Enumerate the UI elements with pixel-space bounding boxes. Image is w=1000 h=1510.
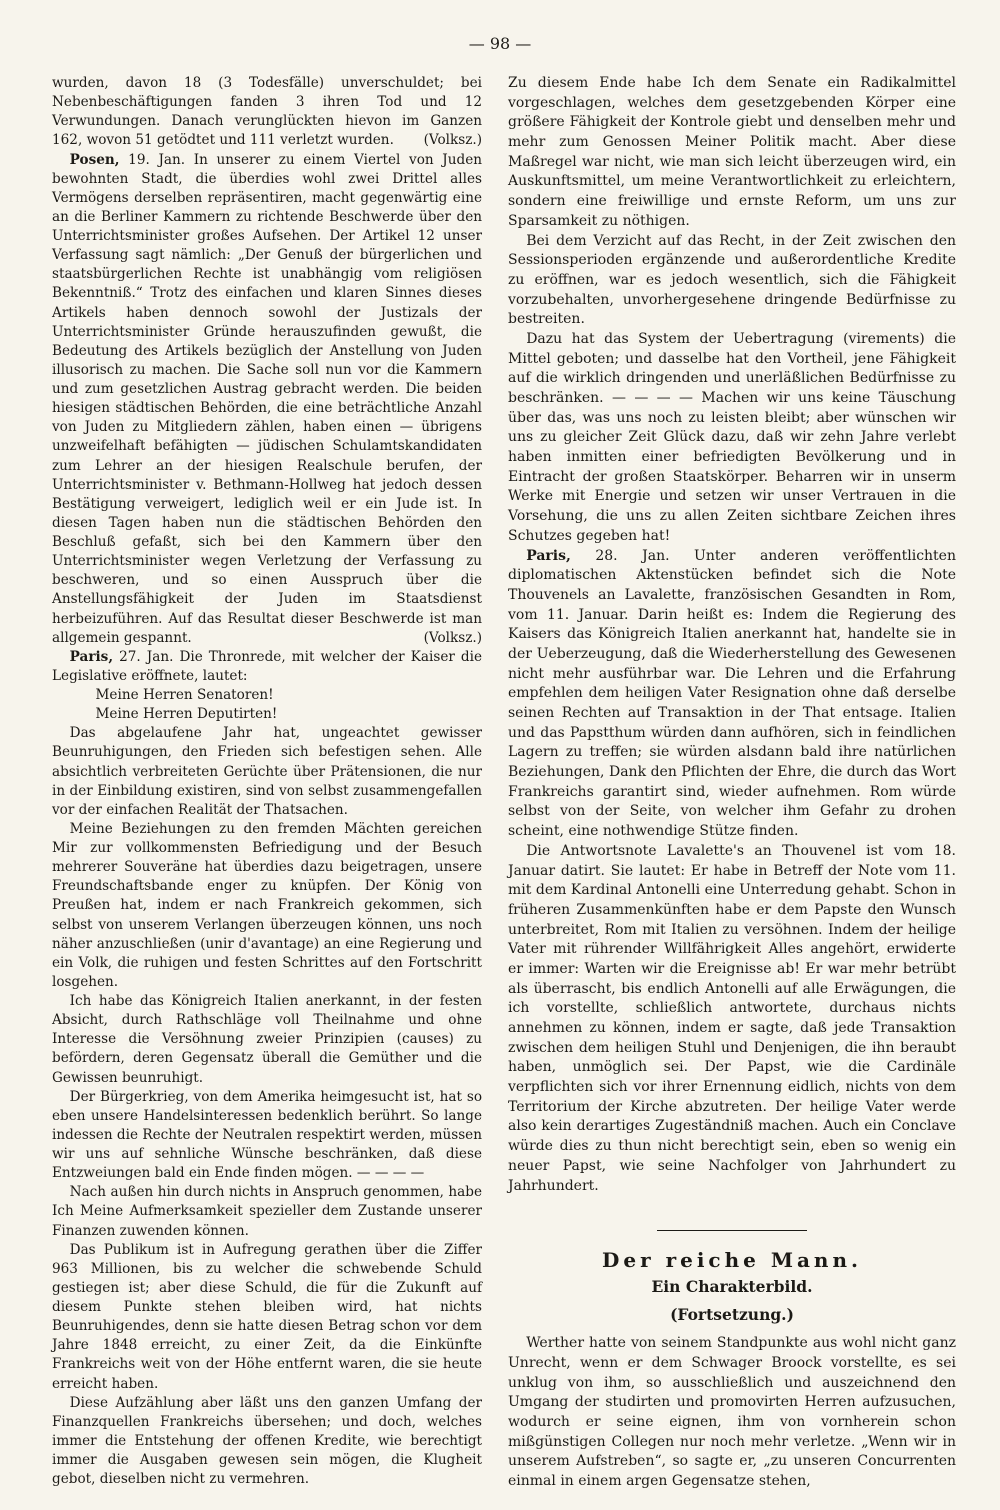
article-paragraph: Die Antwortsnote Lavalette's an Thouvenel ist vom 18. Januar datirt. Sie lautet: Er habe in Betreff der Note vom 11. mit dem Kardinal Antonelli eine Unterredung gehabt. Schon in früheren Zusammenkünften habe er dem Papste den Wunsch unterbreitet, Rom mit Italien zu versöhnen. Indem der heilige Vater mit rührender Willfährigkeit Alles angehört, erwiderte er immer: Warten wir die Ereignisse ab! Er war mehr betrübt als überrascht, bis endlich Antonelli auf alle Erwägungen, die ich vorstellte, schließlich antwortete, durchaus nichts annehmen zu können, indem er sagte, daß jede Transaktion zwischen dem heiligen Stuhl und Denjenigen, die ihn beraubt haben, unmöglich sei. Der Papst, wie die Cardinäle verpflichten sich vor ihrer Ernennung eidlich, nichts von dem Territorium der Kirche abzutreten. Der heilige Vater werde also kein derartiges Zugeständniß machen. Auch ein Conclave würde dies zu thun nicht berechtigt sein, eben so wenig ein neuer Papst, wie seine Nachfolger von Jahrhundert zu Jahrhundert. <box>508 842 956 1194</box>
article-paragraph: Das Publikum ist in Aufregung gerathen über die Ziffer 963 Millionen, bis zu welcher die schwebende Schuld gestiegen ist; aber diese Schuld, die für die Zukunft auf diesem Punkte stehen bleiben wird, hat nichts Beunruhigendes, denn sie hatte diesen Betrag schon vor dem Jahre 1848 erreicht, zu einer Zeit, da die Einkünfte Frankreichs weit von der Höhe entfernt waren, die sie heute erreicht haben. <box>52 1241 482 1392</box>
salutation: Meine Herren Deputirten! <box>95 706 278 723</box>
paragraph-text: 27. Jan. Die Thronrede, mit welcher der Kaiser die Legislative eröffnete, lautet: <box>52 648 482 684</box>
source-citation: (Volksz.) <box>423 629 482 646</box>
article-paris-27 <box>52 648 482 686</box>
article-paragraph: Bei dem Verzicht auf das Recht, in der Zeit zwischen den Sessionsperioden ergänzende und außerordentliche Kredite zu eröffnen, war es jedoch wesentlich, sich die Fähigkeit vorzubehalten, unvorhergesehene dringende Bedürfnisse zu bestreiten. <box>508 232 956 328</box>
article-paragraph: Diese Aufzählung aber läßt uns den ganzen Umfang der Finanzquellen Frankreichs übersehen; und doch, welches immer die Entstehung der offenen Kredite, wie berechtigt immer die Ausgaben gewesen sein mögen, die Klugheit gebot, dieselben nicht zu vermehren. <box>52 1394 482 1488</box>
story-subtitle: Ein Charakterbild. <box>651 1276 813 1296</box>
left-column <box>52 74 482 1489</box>
article-paragraph: Dazu hat das System der Uebertragung (virements) die Mittel geboten; und dasselbe hat den Vortheil, jene Fähigkeit auf die wirklich dringenden und unerläßlichen Bedürfnisse zu beschränken. — — — — Machen wir uns keine Täuschung über das, was uns noch zu leisten bleibt; aber wünschen wir uns zu gleicher Zeit Glück dazu, daß wir zehn Jahre verlebt haben inmitten einer befriedigten Bevölkerung und in Eintracht der großen Staatskörper. Beharren wir in unserm Werke mit Energie und setzen wir unser Vertrauen in die Vorsehung, die uns zu allen Zeiten sichtbare Zeichen ihres Schutzes gegeben hat! <box>508 330 956 544</box>
dateline: Paris, <box>526 547 571 564</box>
paragraph-text: wurden, davon 18 (3 Todesfälle) unverschuldet; bei Nebenbeschäftigungen fanden 3 ihren Tod und 12 Verwundungen. Danach verunglückten hievon im Ganzen 162, wovon 51 getödtet und 111 verletzt wurden. <box>52 75 482 149</box>
right-column <box>508 74 956 1492</box>
paragraph-text: 28. Jan. Unter anderen veröffentlichten diplomatischen Aktenstücken befindet sich die Note Thouvenels an Lavalette, französischen Gesandten in Rom, vom 11. Januar. Darin heißt es: Indem die Regierung des Kaisers das Königreich Italien anerkannt hat, handelte sie in der Ueberzeugung, daß die Wiederherstellung des Gewesenen nicht mehr ausführbar war. Die Lehren und die Erfahrung empfehlen dem heiligen Vater Resignation ohne daß derselbe seinen Rechten auf Transaktion in der That entsage. Italien und das Papstthum würden dann aufhören, sich in feindlichen Lagern zu treffen; sie würden alsdann bald ihre natürlichen Beziehungen, Dank den Pflichten der Ehre, die durch das Wort Frankreichs garantirt sind, wieder aufnehmen. Rom würde selbst von der Seite, von welcher ihm Gefahr zu drohen scheint, eine nothwendige Stütze finden. <box>508 547 956 840</box>
page-number: — 98 — <box>468 34 532 53</box>
article-paragraph: Nach außen hin durch nichts in Anspruch genommen, habe Ich Meine Aufmerksamkeit spezieller dem Zustande unserer Finanzen zuwenden können. <box>52 1184 482 1239</box>
article-paragraph: Das abgelaufene Jahr hat, ungeachtet gewisser Beunruhigungen, den Frieden sich befestigen sehen. Alle absichtlich verbreiteten Gerüchte über Prätensionen, die nur in der Einbildung existiren, sind von selbst zusammengefallen vor der einfachen Realität der Thatsachen. <box>52 725 482 818</box>
article-paragraph: Meine Beziehungen zu den fremden Mächten gereichen Mir zur vollkommensten Befriedigung und der Besuch mehrerer Souveräne hat überdies dazu beigetragen, unsere Freundschaftsbande enger zu knüpfen. Der König von Preußen hat, indem er nach Frankreich gekommen, sich selbst von unserem Verlangen überzeugen können, uns noch näher anzuschließen (unir d'avantage) an eine Regierung und ein Volk, die ruhigen und festen Schrittes auf den Fortschritt losgehen. <box>52 820 482 990</box>
article-paragraph <box>52 74 482 151</box>
source-citation: (Volksz.) <box>423 132 482 149</box>
article-posen <box>52 151 482 648</box>
dateline: Paris, <box>69 648 114 665</box>
continuation-note: (Fortsetzung.) <box>670 1304 794 1324</box>
article-paris-28 <box>508 547 956 842</box>
dateline: Posen, <box>69 151 120 168</box>
article-paragraph: Ich habe das Königreich Italien anerkannt, in der festen Absicht, durch Rathschläge voll Theilnahme und ohne Interesse die Versöhnung zweier Prinzipien (causes) zu befördern, deren Gegensatz überall die Gemüther und die Gewissen beunruhigt. <box>52 993 482 1086</box>
section-divider <box>657 1230 807 1231</box>
article-paragraph: Zu diesem Ende habe Ich dem Senate ein Radikalmittel vorgeschlagen, welches dem gesetzgebenden Körper eine größere Fähigkeit der Kontrole giebt und denselben mehr und mehr zum Genossen Meiner Politik macht. Aber diese Maßregel war nicht, wie man sich leicht überzeugen wird, ein Auskunftsmittel, um meine Verantwortlichkeit zu erleichtern, sondern eine freiwillige und ernste Reform, um uns zur Sparsamkeit zu nöthigen. <box>508 75 956 229</box>
paragraph-text: 19. Jan. In unserer zu einem Viertel von Juden bewohnten Stadt, die überdies wohl zwei Drittel alles Vermögens derselben repräsentiren, macht gegenwärtig eine an die Berliner Kammern zu richtende Beschwerde über den Unterrichtsminister großes Aufsehen. Der Artikel 12 unser Verfassung sagt nämlich: „Der Genuß der bürgerlichen und staatsbürgerlichen Rechte ist unabhängig vom religiösen Bekenntniß.“ Trotz des einfachen und klaren Sinnes dieses Artikels haben dennoch sowohl der Justizals der Unterrichtsminister Gründe herauszufinden gewußt, die Bedeutung des Artikels bezüglich der Anstellung von Juden illusorisch zu machen. Die Sache soll nun vor die Kammern und zum gesetzlichen Austrag gebracht werden. Die beiden hiesigen städtischen Behörden, die eine beträchtliche Anzahl von Juden zu Mitgliedern zählen, haben einen — übrigens unzweifelhaft befähigten — jüdischen Schulamtskandidaten zum Lehrer an der hiesigen Realschule berufen, der Unterrichtsminister v. Bethmann-Hollweg hat jedoch dessen Bestätigung verweigert, lediglich weil er ein Jude ist. In diesen Tagen haben nun die städtischen Behörden den Beschluß gefaßt, sich bei den Kammern über den Unterrichtsminister wegen Verletzung der Verfassung zu beschweren, und so einen Ausspruch über die Anstellungsfähigkeit der Juden im Staatsdienst herbeizuführen. Auf das Resultat dieser Beschwerde ist man allgemein gespannt. <box>52 151 482 646</box>
story-paragraph: Werther hatte von seinem Standpunkte aus wohl nicht ganz Unrecht, wenn er dem Schwager Broock vorstellte, es sei unklug von ihm, so ausschließlich und auszeichnend den Umgang der studirten und promovirten Herren aufzusuchen, wodurch er seine eignen, ihm von vornherein schon mißgünstigen Collegen nur noch mehr verletze. „Wenn wir in unserem Aufstreben“, so sagte er, „zu unseren Concurrenten einmal in einem argen Gegensatze stehen, <box>508 1335 956 1490</box>
story-title: Der reiche Mann. <box>602 1248 862 1273</box>
salutation: Meine Herren Senatoren! <box>95 687 274 703</box>
article-paragraph: Der Bürgerkrieg, von dem Amerika heimgesucht ist, hat so eben unsere Handelsinteressen bedenklich berührt. So lange indessen die Rechte der Neutralen respektirt werden, müssen wir uns auf sehnliche Wünsche beschränken, daß diese Entzweiungen bald ein Ende finden mögen. — — — — <box>52 1088 482 1182</box>
